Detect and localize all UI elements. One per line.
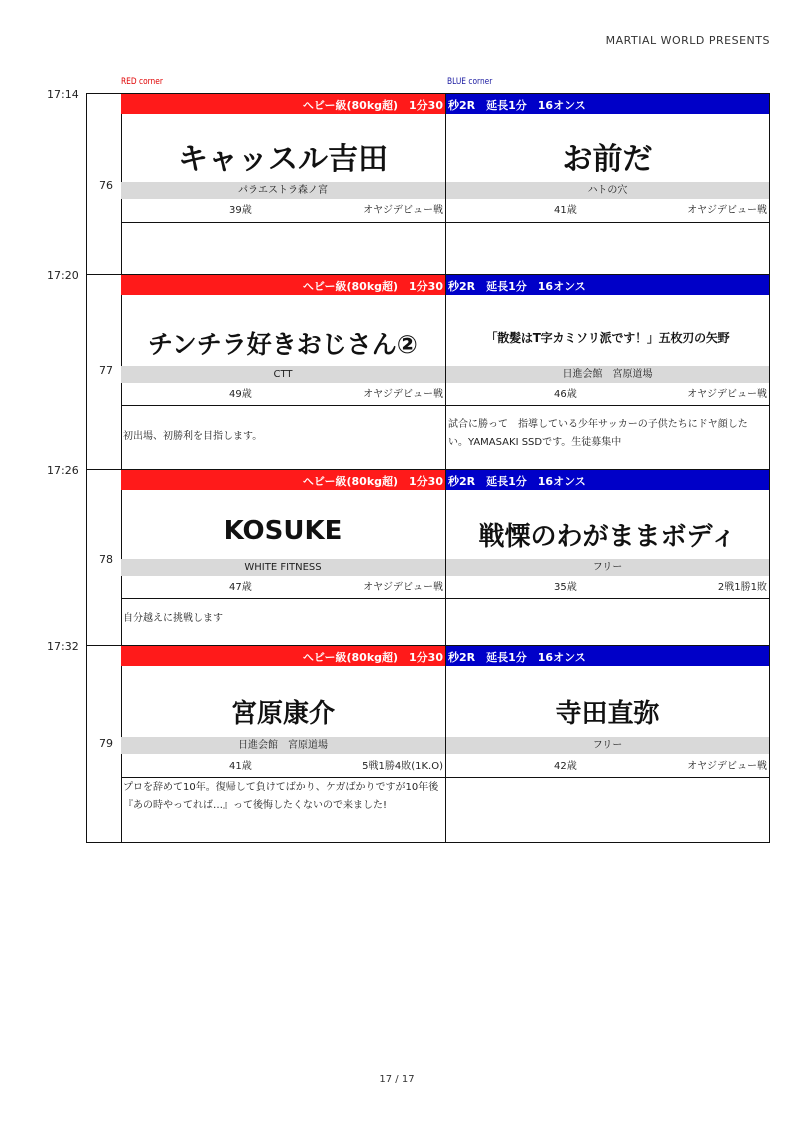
rule-left: ヘビー級(80kg超) 1分30 [302,475,443,488]
red-fighter [121,295,446,469]
fighter-age: 47歳 [229,582,252,593]
fighter-gym: ハトの穴 [446,182,769,199]
blue-fighter [446,666,769,842]
fighter-gym: フリー [446,737,769,754]
blue-corner-label: BLUE corner [447,77,493,87]
presents-header: MARTIAL WORLD PRESENTS [605,34,770,47]
rules-bar [121,470,769,490]
page-number: 17 / 17 [379,1074,415,1085]
fighter-record: オヤジデビュー戦 [363,389,443,400]
start-time: 17:20 [47,269,79,282]
fighter-comment: 自分越えに挑戦します [123,613,223,624]
fighter-age: 42歳 [554,761,577,772]
fighter-comment: 初出場、初勝利を目指します。 [123,431,263,442]
rules-bar [121,275,769,295]
fighter-gym: CTT [121,366,445,383]
fighter-name: 寺田直弥 [555,699,660,729]
blue-fighter [446,114,769,274]
rule-right: 秒2R 延長1分 16オンス [448,475,586,488]
fighter-name: 戦慄のわがままボディ [478,522,737,552]
fighter-name: KOSUKE [223,516,343,546]
fighter-record: 2戦1勝1敗 [717,582,767,593]
start-time: 17:32 [47,640,79,653]
bout-number-column [87,275,122,469]
rule-left: ヘビー級(80kg超) 1分30 [302,280,443,293]
rule-left: ヘビー級(80kg超) 1分30 [302,99,443,112]
red-fighter [121,666,446,842]
rule-left: ヘビー級(80kg超) 1分30 [302,651,443,664]
fighter-age: 41歳 [229,761,252,772]
rule-right: 秒2R 延長1分 16オンス [448,280,586,293]
fighter-age: 39歳 [229,205,252,216]
fighter-gym: パラエストラ森ノ宮 [121,182,445,199]
fighter-record: オヤジデビュー戦 [363,582,443,593]
fighter-comment: 試合に勝って 指導している少年サッカーの子供たちにドヤ顔したい。YAMASAKI SSDです。生徒募集中 [448,419,748,448]
bout-block [47,464,770,646]
start-time: 17:26 [47,464,79,477]
rules-bar [121,94,769,114]
red-corner-label: RED corner [121,77,163,87]
fighter-gym: 日進会館 宮原道場 [121,737,445,754]
red-fighter [121,114,446,274]
bout-number-column [87,646,122,842]
fighter-gym: フリー [446,559,769,576]
fighter-age: 41歳 [554,205,577,216]
bout-block [47,88,770,275]
rules-bar [121,646,769,666]
bout-number: 76 [99,179,113,192]
fighter-record: オヤジデビュー戦 [363,205,443,216]
fighter-gym: WHITE FITNESS [121,559,445,576]
fighter-name: 宮原康介 [230,699,335,729]
bout-number: 78 [99,553,113,566]
bout-number-column [87,94,122,274]
fighter-record: オヤジデビュー戦 [687,389,767,400]
fighter-record: オヤジデビュー戦 [687,205,767,216]
fighter-record: 5戦1勝4敗(1K.O) [362,761,443,772]
start-time: 17:14 [47,88,79,101]
fighter-gym: 日進会館 宮原道場 [446,366,769,383]
blue-fighter [446,490,769,645]
fighter-name: お前だ [562,142,653,177]
red-fighter [121,490,446,645]
fighter-record: オヤジデビュー戦 [687,761,767,772]
bout-number: 79 [99,737,113,750]
fighter-comment: プロを辞めて10年。復帰して負けてばかり、ケガばかりですが10年後『あの時やってれば…』って後悔したくないので来ました! [123,782,439,811]
fighter-name: 「散髪はT字カミソリ派です！」五枚刃の矢野 [485,331,730,345]
bout-block [47,640,770,843]
fighter-name: キャッスル吉田 [178,142,388,177]
blue-fighter [446,295,769,469]
bout-number-column [87,470,122,645]
fighter-age: 49歳 [229,389,252,400]
fighter-name: チンチラ好きおじさん② [148,330,418,359]
rule-right: 秒2R 延長1分 16オンス [448,99,586,112]
fighter-age: 35歳 [554,582,577,593]
fighter-age: 46歳 [554,389,577,400]
rule-right: 秒2R 延長1分 16オンス [448,651,586,664]
bout-number: 77 [99,364,113,377]
bout-block [47,269,770,470]
